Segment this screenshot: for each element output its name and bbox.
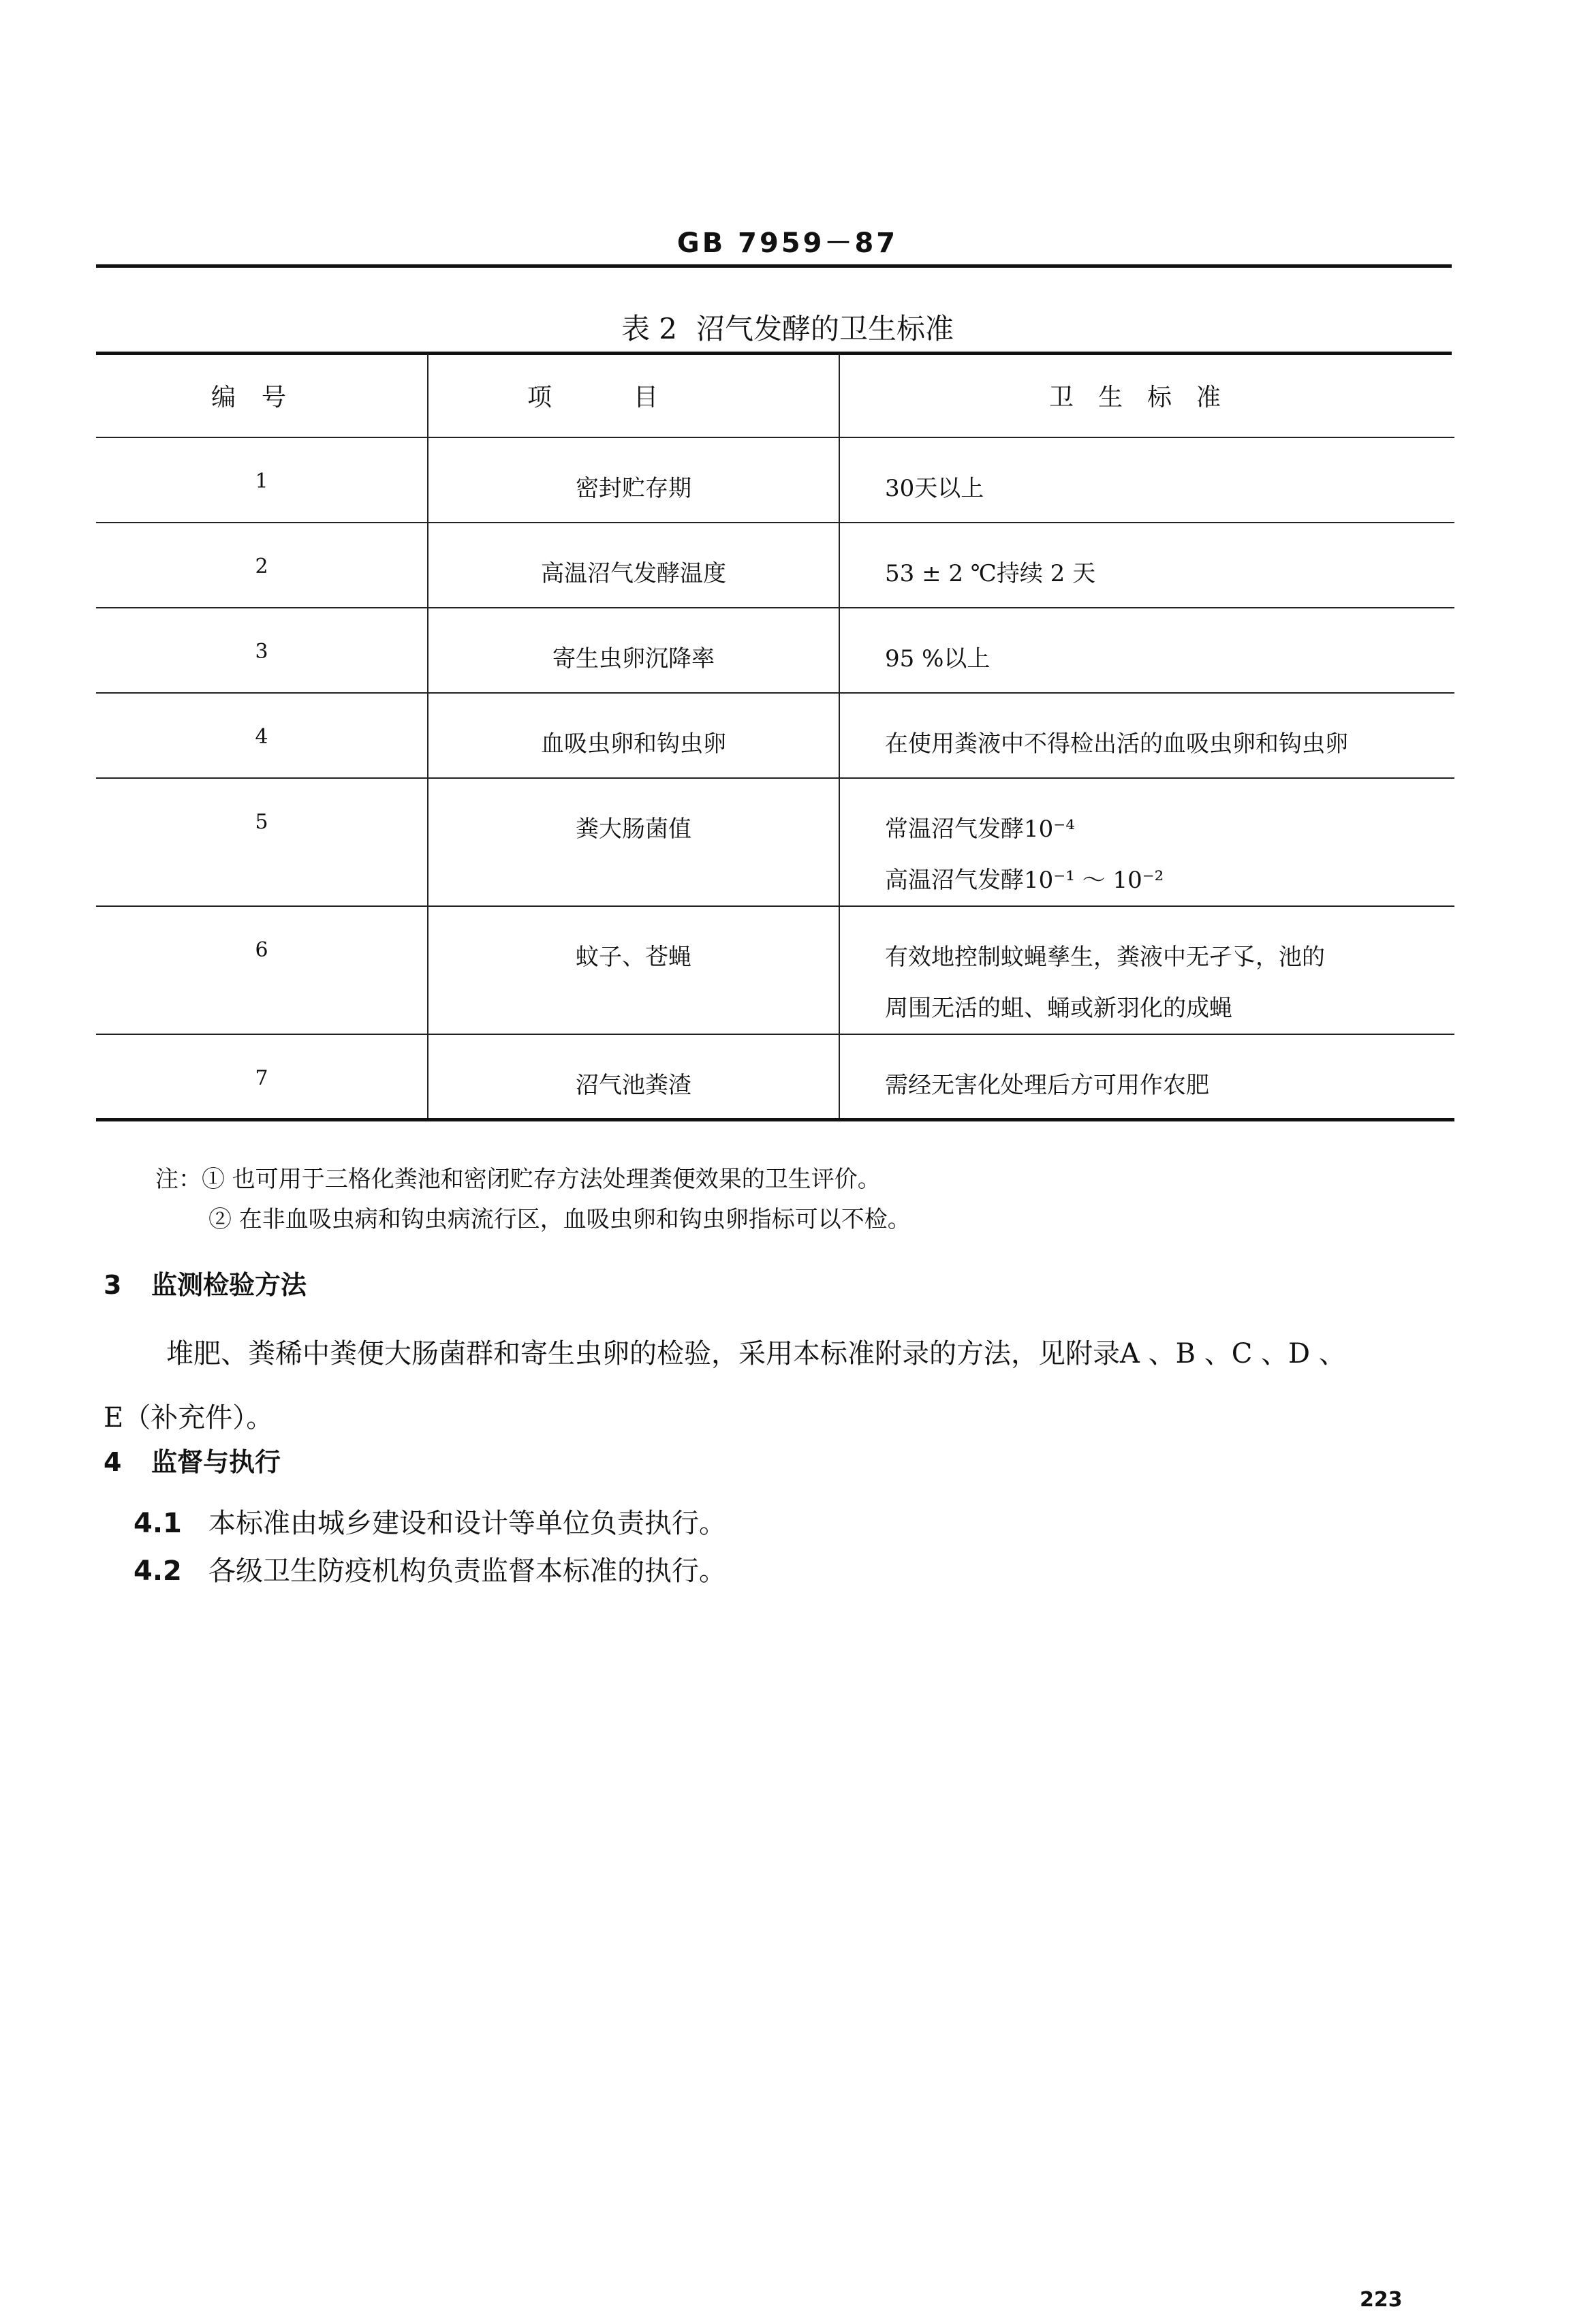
- column-header-item: 项目: [428, 354, 839, 437]
- table-header-row: [96, 354, 1454, 437]
- row-number: 7: [96, 1034, 428, 1119]
- header-rule: [96, 264, 1452, 268]
- paragraph-line: E（补充件）。: [104, 1402, 274, 1434]
- row-number: 3: [96, 608, 428, 693]
- standard-line: 高温沼气发酵10⁻¹ ～ 10⁻²: [885, 867, 1164, 894]
- section-title: 监督与执行: [151, 1446, 281, 1477]
- section-4-heading: [104, 1441, 281, 1478]
- section-3-heading: [104, 1264, 307, 1301]
- table-row: [96, 906, 1454, 1034]
- clause-number: 4.2: [134, 1555, 182, 1587]
- row-standard: 30天以上: [839, 437, 1454, 523]
- table-row: [96, 693, 1454, 778]
- section-title: 监测检验方法: [151, 1269, 307, 1300]
- column-header-number: 编号: [96, 354, 428, 437]
- standard-line: 常温沼气发酵10⁻⁴: [885, 816, 1075, 843]
- table-note-1: 注：① 也可用于三格化粪池和密闭贮存方法处理粪便效果的卫生评价。: [155, 1166, 881, 1193]
- row-number: 6: [96, 906, 428, 1034]
- row-item: 高温沼气发酵温度: [428, 523, 839, 608]
- row-standard: 53 ± 2 ℃持续 2 天: [839, 523, 1454, 608]
- table-number: 表 2: [621, 312, 678, 345]
- row-number: 2: [96, 523, 428, 608]
- section-number: 4: [104, 1447, 122, 1477]
- row-item: 沼气池粪渣: [428, 1034, 839, 1119]
- section-number: 3: [104, 1270, 122, 1300]
- row-standard: 95 %以上: [839, 608, 1454, 693]
- clause-number: 4.1: [134, 1508, 182, 1539]
- row-number: 5: [96, 778, 428, 906]
- table-title: 沼气发酵的卫生标准: [696, 312, 954, 345]
- table-row: [96, 778, 1454, 906]
- column-header-standard: 卫生标准: [839, 354, 1454, 437]
- row-standard: [839, 778, 1454, 906]
- table-row: [96, 523, 1454, 608]
- hygiene-standard-table: [96, 354, 1454, 1121]
- table-note-2: ② 在非血吸虫病和钩虫病流行区，血吸虫卵和钩虫卵指标可以不检。: [208, 1206, 911, 1233]
- row-item: 寄生虫卵沉降率: [428, 608, 839, 693]
- clause-4-2: [134, 1549, 726, 1588]
- page-number: 223: [1360, 2288, 1403, 2312]
- row-item: 粪大肠菌值: [428, 778, 839, 906]
- row-item: 血吸虫卵和钩虫卵: [428, 693, 839, 778]
- table-row: [96, 608, 1454, 693]
- section-3-paragraph: [104, 1322, 1452, 1450]
- row-standard: 需经无害化处理后方可用作农肥: [839, 1034, 1454, 1119]
- row-item: 蚊子、苍蝇: [428, 906, 839, 1034]
- standard-line: 有效地控制蚊蝇孳生，粪液中无孑孓，池的: [885, 944, 1325, 971]
- standard-code-header: GB 7959－87: [676, 228, 899, 259]
- row-number: 1: [96, 437, 428, 523]
- row-number: 4: [96, 693, 428, 778]
- row-standard: [839, 906, 1454, 1034]
- table-row: [96, 437, 1454, 523]
- table-caption: [0, 307, 1575, 347]
- row-item: 密封贮存期: [428, 437, 839, 523]
- clause-4-1: [134, 1502, 726, 1540]
- table-row: [96, 1034, 1454, 1119]
- row-standard: 在使用粪液中不得检出活的血吸虫卵和钩虫卵: [839, 693, 1454, 778]
- clause-text: 本标准由城乡建设和设计等单位负责执行。: [208, 1508, 726, 1539]
- standard-line: 周围无活的蛆、蛹或新羽化的成蝇: [885, 995, 1232, 1022]
- clause-text: 各级卫生防疫机构负责监督本标准的执行。: [208, 1555, 726, 1587]
- paragraph-line: 堆肥、粪稀中粪便大肠菌群和寄生虫卵的检验，采用本标准附录的方法，见附录A 、B 、C 、D 、: [166, 1338, 1346, 1369]
